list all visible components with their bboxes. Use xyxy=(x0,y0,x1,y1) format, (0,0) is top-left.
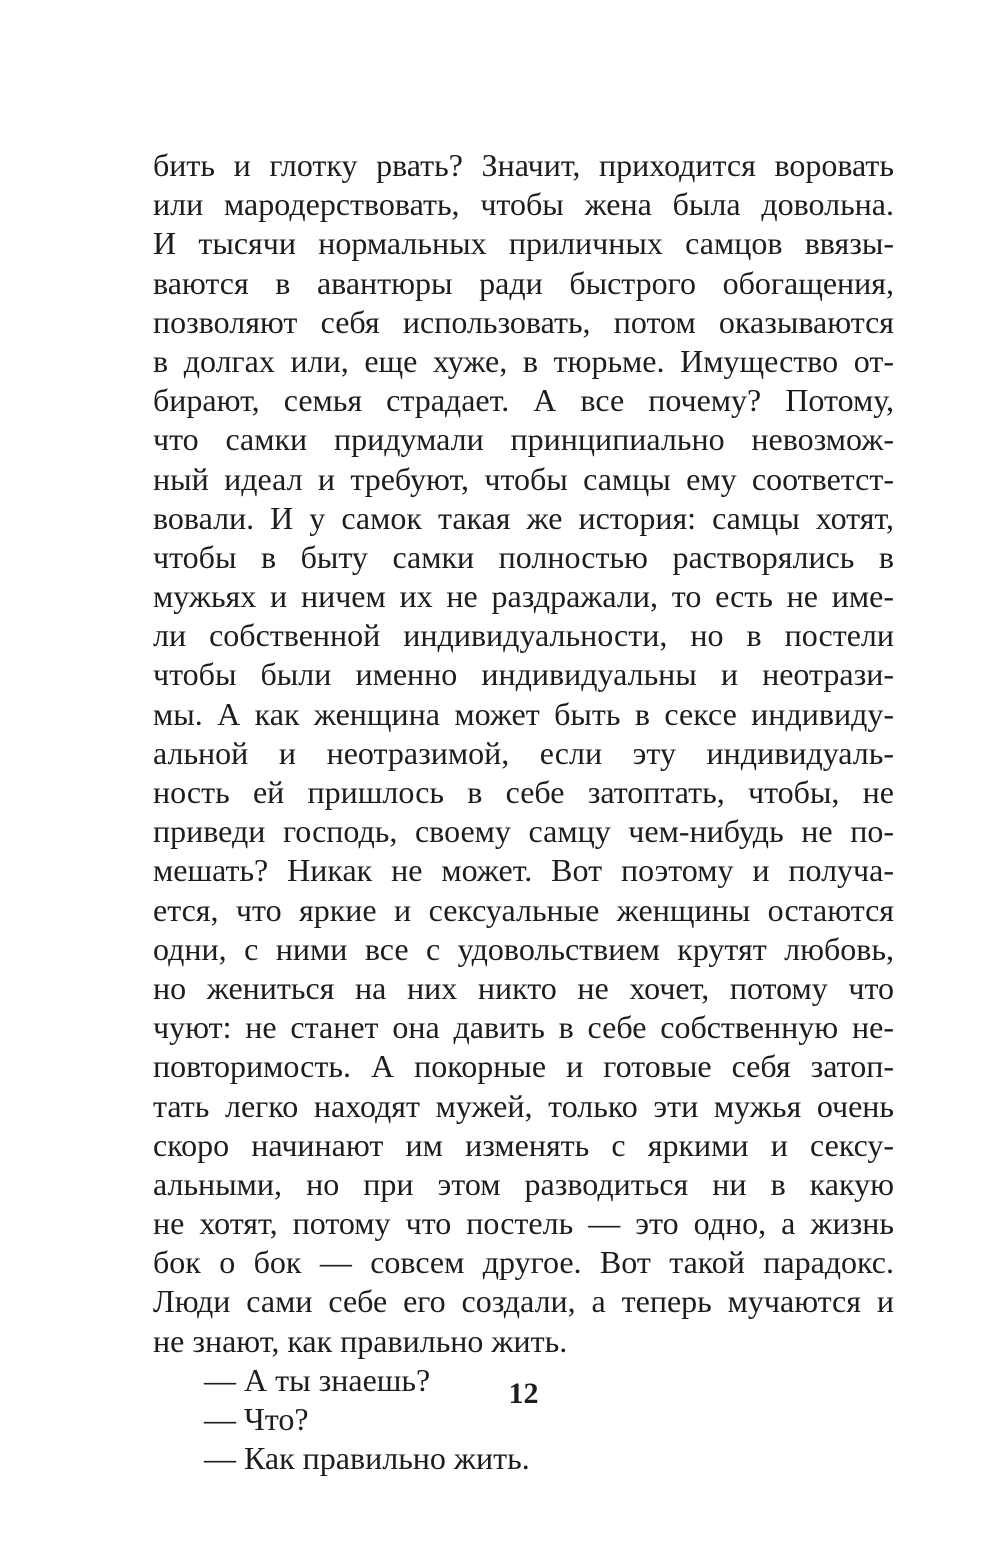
text-line: ваются в авантюры ради быстрого обогащения, xyxy=(153,264,894,301)
body-text xyxy=(153,146,894,1478)
text-line: в долгах или, еще хуже, в тюрьме. Имущество от- xyxy=(153,342,894,379)
text-line: Люди сами себе его создали, а теперь мучаются и xyxy=(153,1283,894,1320)
text-line: чтобы в быту самки полностью растворялись в xyxy=(153,538,894,575)
text-line: бить и глотку рвать? Значит, приходится воровать xyxy=(153,147,894,183)
text-line: чтобы были именно индивидуальны и неотрази- xyxy=(153,656,894,693)
text-line: альными, но при этом разводиться ни в какую xyxy=(153,1165,894,1202)
text-line: мужьях и ничем их не раздражали, то есть не име- xyxy=(153,578,894,615)
text-line: повторимость. А покорные и готовые себя затоп- xyxy=(153,1048,894,1085)
text-line: тать легко находят мужей, только эти мужья очень xyxy=(153,1087,894,1124)
text-line: вовали. И у самок такая же история: самцы хотят, xyxy=(153,499,894,536)
text-line: но жениться на них никто не хочет, потому что xyxy=(153,969,894,1006)
text-line: чуют: не станет она давить в себе собственную не- xyxy=(153,1009,894,1046)
text-line: бирают, семья страдает. А все почему? Потому, xyxy=(153,382,894,419)
text-line: И тысячи нормальных приличных самцов ввязы- xyxy=(153,225,894,262)
dialog-line: — Что? xyxy=(204,1401,309,1437)
text-line: одни, с ними все с удовольствием крутят любовь, xyxy=(153,930,894,967)
text-line: мешать? Никак не может. Вот поэтому и получа- xyxy=(153,852,894,889)
text-line: бок о бок — совсем другое. Вот такой парадокс. xyxy=(153,1244,894,1281)
text-line: позволяют себя использовать, потом оказываются xyxy=(153,303,894,340)
text-line: ли собственной индивидуальности, но в постели xyxy=(153,617,894,654)
text-line: или мародерствовать, чтобы жена была довольна. xyxy=(153,186,894,223)
text-line: мы. А как женщина может быть в сексе индивиду- xyxy=(153,695,894,732)
dialog-line: — А ты знаешь? xyxy=(204,1361,431,1398)
dialog-line: — Как правильно жить. xyxy=(204,1440,530,1477)
text-line: не хотят, потому что постель — это одно, а жизнь xyxy=(153,1205,894,1242)
text-line: ный идеал и требуют, чтобы самцы ему соответст- xyxy=(153,460,894,497)
text-line: ность ей пришлось в себе затоптать, чтобы, не xyxy=(153,774,894,810)
text-line: что самки придумали принципиально невозмож- xyxy=(153,421,894,458)
text-line: приведи господь, своему самцу чем-нибудь не по- xyxy=(153,813,894,850)
text-line: альной и неотразимой, если эту индивидуаль- xyxy=(153,734,894,771)
page-number: 12 xyxy=(508,1377,539,1410)
text-line: ется, что яркие и сексуальные женщины остаются xyxy=(153,891,894,928)
text-line: скоро начинают им изменять с яркими и сексу- xyxy=(153,1126,894,1163)
text-line-last: не знают, как правильно жить. xyxy=(153,1322,568,1359)
